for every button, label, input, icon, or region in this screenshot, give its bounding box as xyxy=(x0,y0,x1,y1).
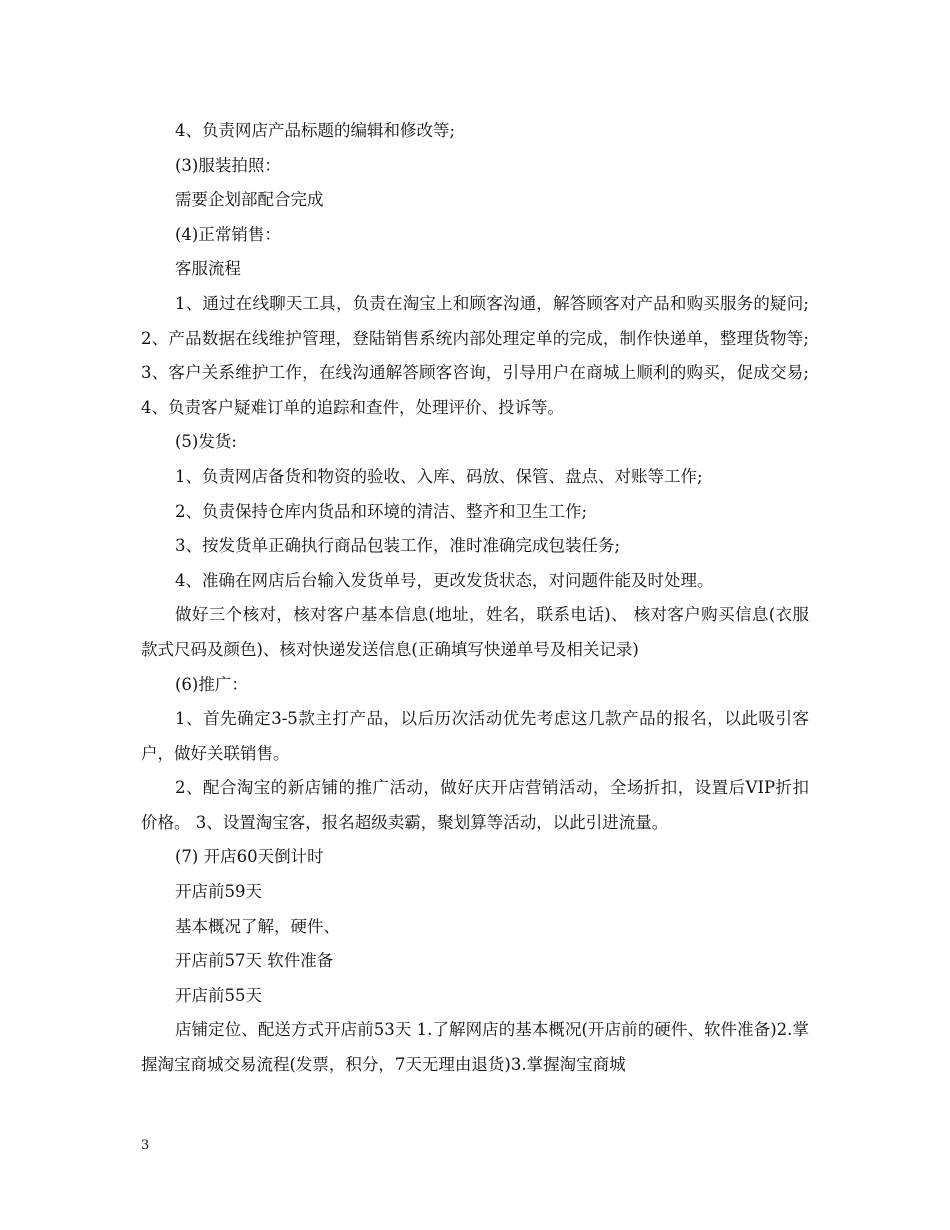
paragraph: 4、负责网店产品标题的编辑和修改等; xyxy=(175,121,456,140)
page-number: 3 xyxy=(141,1138,150,1153)
paragraph: 需要企划部配合完成 xyxy=(175,190,324,210)
paragraph: 基本概况了解，硬件、 xyxy=(175,916,340,936)
paragraph: 做好三个核对，核对客户基本信息(地址，姓名，联系电话)、 核对客户购买信息(衣服款式尺码及颜色)、核对快递发送信息(正确填写快递单号及相关记录) xyxy=(141,605,809,659)
paragraph: 2、配合淘宝的新店铺的推广活动，做好庆开店营销活动，全场折扣，设置后VIP折扣价格。 3、设置淘宝客，报名超级卖霸，聚划算等活动，以此引进流量。 xyxy=(141,778,809,832)
paragraph: 3、按发货单正确执行商品包装工作，准时准确完成包装任务; xyxy=(175,536,621,556)
paragraph: 开店前55天 xyxy=(175,985,262,1005)
section-heading: (4)正常销售： xyxy=(175,224,281,244)
paragraph: 店铺定位、配送方式开店前53天 1.了解网店的基本概况(开店前的硬件、软件准备)2.掌握淘宝商城交易流程(发票，积分，7天无理由退货)3.掌握淘宝商城 xyxy=(141,1020,809,1075)
section-heading: (3)服装拍照： xyxy=(175,155,281,175)
section-heading: (5)发货: xyxy=(175,432,237,452)
paragraph: 1、首先确定3-5款主打产品，以后历次活动优先考虑这几款产品的报名，以此吸引客户，做好关联销售。 xyxy=(141,709,809,763)
section-heading: (6)推广： xyxy=(175,674,248,694)
paragraph: 开店前59天 xyxy=(175,882,262,902)
paragraph: 1、通过在线聊天工具，负责在淘宝上和顾客沟通，解答顾客对产品和购买服务的疑问;2、产品数据在线维护管理，登陆销售系统内部处理定单的完成，制作快递单，整理货物等;3、客户关系维护工作，在线沟通解答顾客咨询，引导用户在商城上顺利的购买，促成交易;4、负责客户疑难订单的追踪和查件，处理评价、投诉等。 xyxy=(141,293,809,417)
page-body xyxy=(141,114,809,1083)
paragraph: 1、负责网店备货和物资的验收、入库、码放、保管、盘点、对账等工作; xyxy=(175,466,703,486)
section-heading: (7) 开店60天倒计时 xyxy=(175,847,324,867)
paragraph: 开店前57天 软件准备 xyxy=(175,951,334,971)
paragraph: 2、负责保持仓库内货品和环境的清洁、整齐和卫生工作; xyxy=(175,501,588,521)
paragraph: 客服流程 xyxy=(175,259,241,279)
paragraph: 4、准确在网店后台输入发货单号，更改发货状态，对问题件能及时处理。 xyxy=(175,570,714,590)
